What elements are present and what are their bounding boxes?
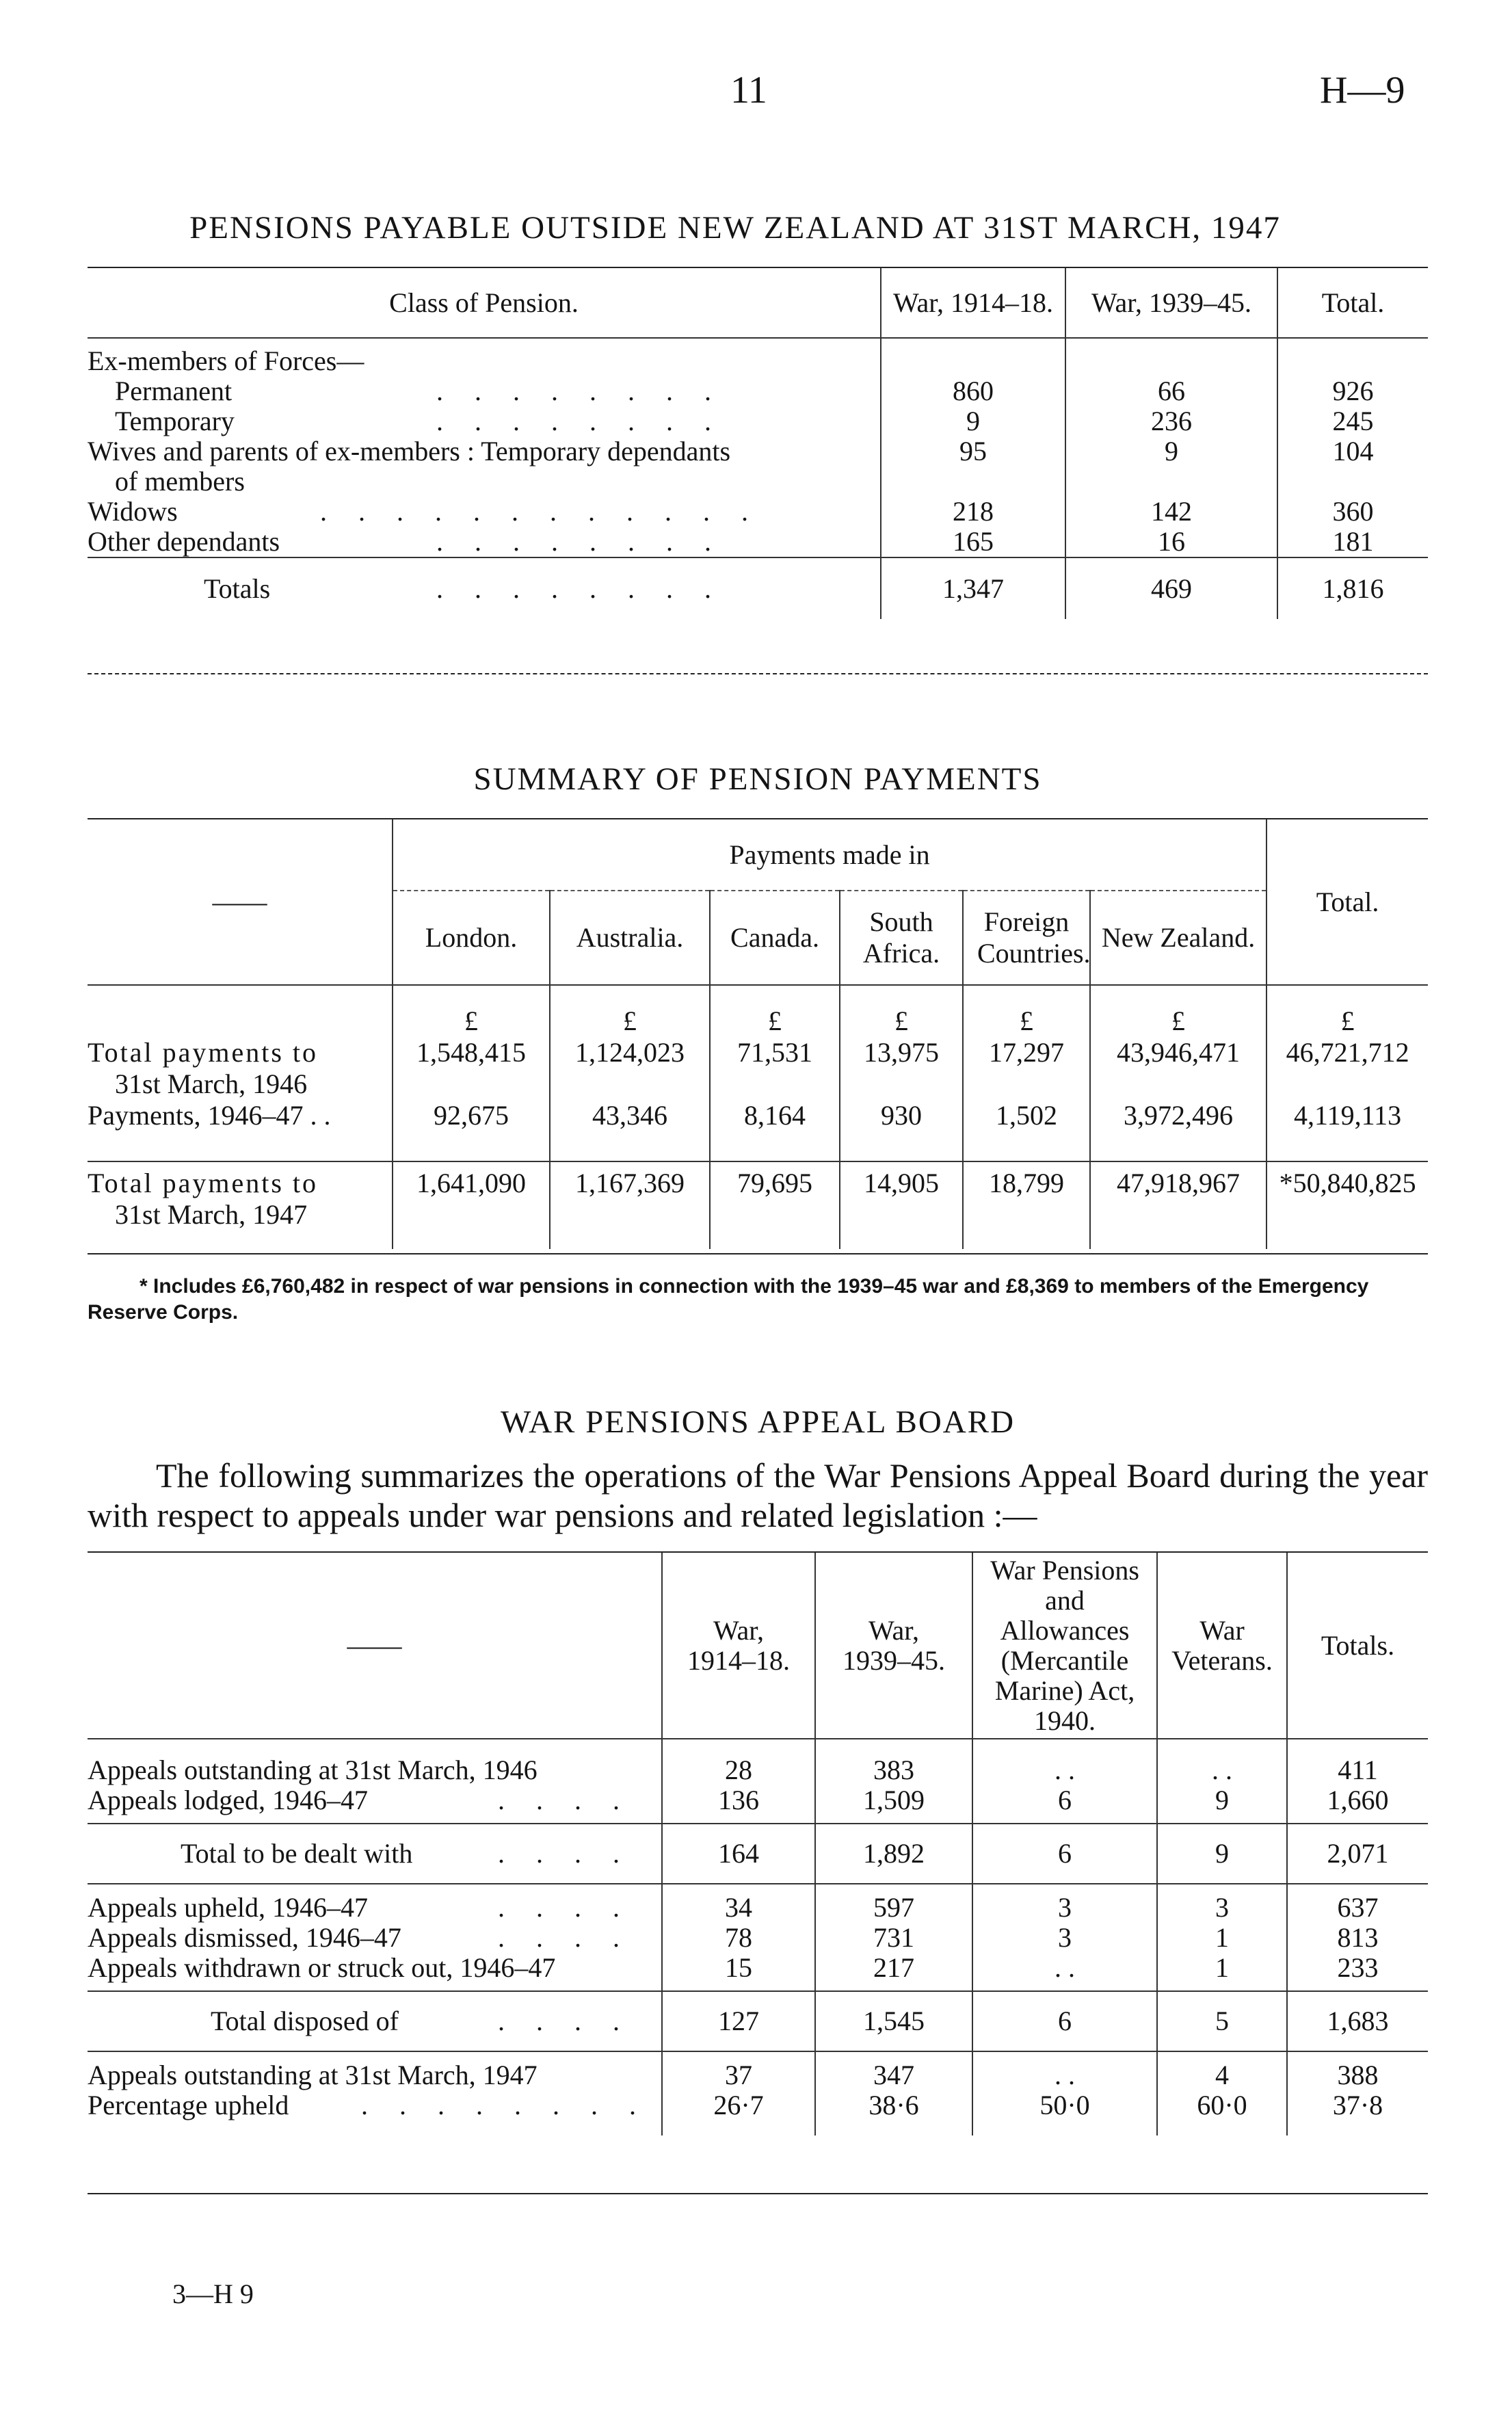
cell: 383 xyxy=(815,1755,972,1785)
col-war-veterans: War Veterans. xyxy=(1157,1553,1287,1739)
cell: 71,531 xyxy=(710,1037,840,1100)
table-row: Other dependants . . . . . . . . 165 16 181 xyxy=(88,527,1428,557)
cell: 164 xyxy=(662,1824,815,1884)
cell: 860 xyxy=(881,376,1065,406)
table-row xyxy=(88,2051,1428,2090)
row-label: Appeals outstanding at 31st March, 1947 xyxy=(88,2051,662,2090)
table-row: Appeals lodged, 1946–47 . . . . 136 1,509 6 9 1,660 xyxy=(88,1785,1428,1824)
cell: 28 xyxy=(662,1755,815,1785)
row-label: Appeals outstanding at 31st March, 1946 xyxy=(88,1755,538,1785)
row-label: Other dependants xyxy=(88,526,280,557)
col-foreign-countries: Foreign Countries. xyxy=(963,891,1090,985)
appeal-board-table xyxy=(88,1553,1428,2136)
cell: . . xyxy=(1157,1755,1287,1785)
cell: 347 xyxy=(815,2051,972,2090)
col-war-1914-18: War, 1914–18. xyxy=(881,268,1065,338)
table2-title: SUMMARY OF PENSION PAYMENTS xyxy=(473,761,1042,797)
cell: 1 xyxy=(1157,1923,1287,1953)
table-row xyxy=(88,1037,1428,1100)
cell: 136 xyxy=(662,1785,815,1824)
footnote: * Includes £6,760,482 in respect of war pensions in connection with the 1939–45 war and £8,369 to members of the Emergency Reserve Corps. xyxy=(88,1275,1369,1324)
cell: 165 xyxy=(881,527,1065,557)
cell: 1,167,369 xyxy=(550,1161,710,1249)
cell: 1,816 xyxy=(1277,557,1428,619)
currency-symbol: £ xyxy=(710,985,840,1037)
row-label: Wives and parents of ex-members : Temporary dependants xyxy=(88,436,731,466)
cell: 9 xyxy=(881,406,1065,436)
cell: 46,721,712 xyxy=(1266,1037,1428,1100)
cell: 9 xyxy=(1065,436,1277,497)
cell: 60·0 xyxy=(1157,2090,1287,2136)
col-war-1939-45: War, 1939–45. xyxy=(815,1553,972,1739)
cell: 9 xyxy=(1157,1785,1287,1824)
table1-title: PENSIONS PAYABLE OUTSIDE NEW ZEALAND AT 31ST MARCH, 1947 xyxy=(189,210,1281,246)
col-war-1914-18: War, 1914–18. xyxy=(662,1553,815,1739)
row-label-cont: 31st March, 1946 xyxy=(115,1068,308,1099)
row-label: Appeals dismissed, 1946–47 xyxy=(88,1922,401,1953)
cell: 43,346 xyxy=(550,1100,710,1161)
cell: 1,548,415 xyxy=(393,1037,550,1100)
cell: 388 xyxy=(1287,2051,1428,2090)
cell: 1,124,023 xyxy=(550,1037,710,1100)
cell: 2,071 xyxy=(1287,1824,1428,1884)
cell: 6 xyxy=(972,1824,1157,1884)
col-new-zealand: New Zealand. xyxy=(1090,891,1266,985)
col-mercantile-marine: War Pensions and Allowances (Mercantile Marine) Act, 1940. xyxy=(972,1553,1157,1739)
cell: 18,799 xyxy=(963,1161,1090,1249)
cell: 17,297 xyxy=(963,1037,1090,1100)
cell: 930 xyxy=(840,1100,963,1161)
col-war-1939-45: War, 1939–45. xyxy=(1065,268,1277,338)
cell: 16 xyxy=(1065,527,1277,557)
cell: 1,545 xyxy=(815,1991,972,2051)
group-label: Ex-members of Forces— xyxy=(88,338,881,376)
cell: 142 xyxy=(1065,497,1277,527)
row-label: Total to be dealt with xyxy=(181,1838,413,1869)
cell: *50,840,825 xyxy=(1266,1161,1428,1249)
page-number: 11 xyxy=(730,69,767,111)
col-total: Total. xyxy=(1266,819,1428,985)
cell: 813 xyxy=(1287,1923,1428,1953)
pension-payments-summary-table xyxy=(88,819,1428,1249)
col-london: London. xyxy=(393,891,550,985)
cell: . . xyxy=(972,1755,1157,1785)
cell: 104 xyxy=(1277,436,1428,497)
footer-reference: 3—H 9 xyxy=(172,2278,254,2309)
cell: 13,975 xyxy=(840,1037,963,1100)
document-reference: H—9 xyxy=(1320,69,1405,111)
cell: 26·7 xyxy=(662,2090,815,2136)
cell: 597 xyxy=(815,1884,972,1923)
cell: . . xyxy=(972,2051,1157,2090)
table-row: Total disposed of . . . . 127 1,545 6 5 1,683 xyxy=(88,1991,1428,2051)
cell: 37 xyxy=(662,2051,815,2090)
cell: 1,683 xyxy=(1287,1991,1428,2051)
cell: 1,502 xyxy=(963,1100,1090,1161)
table-row: Appeals dismissed, 1946–47 . . . . 78 731 3 1 813 xyxy=(88,1923,1428,1953)
blank-header: —— xyxy=(347,1629,402,1661)
cell: 411 xyxy=(1287,1755,1428,1785)
cell: 37·8 xyxy=(1287,2090,1428,2136)
cell: 1,892 xyxy=(815,1824,972,1884)
cell: 926 xyxy=(1277,376,1428,406)
row-label: Payments, 1946–47 . . xyxy=(88,1100,331,1131)
table-row xyxy=(88,1755,1428,1785)
cell: 3 xyxy=(972,1884,1157,1923)
currency-symbol: £ xyxy=(840,985,963,1037)
cell: 50·0 xyxy=(972,2090,1157,2136)
cell: 637 xyxy=(1287,1884,1428,1923)
cell: 4 xyxy=(1157,2051,1287,2090)
cell: 245 xyxy=(1277,406,1428,436)
table-row xyxy=(88,1100,1428,1161)
cell: 6 xyxy=(972,1785,1157,1824)
cell: 1,347 xyxy=(881,557,1065,619)
cell: 38·6 xyxy=(815,2090,972,2136)
cell: 14,905 xyxy=(840,1161,963,1249)
row-label: Percentage upheld xyxy=(88,2090,289,2120)
cell: 731 xyxy=(815,1923,972,1953)
col-australia: Australia. xyxy=(550,891,710,985)
cell: 34 xyxy=(662,1884,815,1923)
cell: 217 xyxy=(815,1953,972,1991)
col-south-africa: South Africa. xyxy=(840,891,963,985)
totals-row: Totals . . . . . . . . 1,347 469 1,816 xyxy=(88,557,1428,619)
cell: 6 xyxy=(972,1991,1157,2051)
cell: 127 xyxy=(662,1991,815,2051)
cell: 78 xyxy=(662,1923,815,1953)
cell: 1,641,090 xyxy=(393,1161,550,1249)
cell: 8,164 xyxy=(710,1100,840,1161)
col-canada: Canada. xyxy=(710,891,840,985)
table-row: Widows . . . . . . . . . . . . 218 142 360 xyxy=(88,497,1428,527)
row-label: Appeals withdrawn or struck out, 1946–47 xyxy=(88,1952,556,1983)
blank-header: —— xyxy=(212,886,267,917)
table3-title: WAR PENSIONS APPEAL BOARD xyxy=(500,1404,1016,1440)
table-row: Temporary . . . . . . . . 9 236 245 xyxy=(88,406,1428,436)
cell: 66 xyxy=(1065,376,1277,406)
currency-symbol: £ xyxy=(1266,985,1428,1037)
cell: 92,675 xyxy=(393,1100,550,1161)
cell: 360 xyxy=(1277,497,1428,527)
table-row: Total to be dealt with . . . . 164 1,892 6 9 2,071 xyxy=(88,1824,1428,1884)
currency-symbol: £ xyxy=(550,985,710,1037)
table-row xyxy=(88,1161,1428,1249)
cell: 1,509 xyxy=(815,1785,972,1824)
cell: 236 xyxy=(1065,406,1277,436)
cell: 1,660 xyxy=(1287,1785,1428,1824)
cell: 47,918,967 xyxy=(1090,1161,1266,1249)
row-label: Appeals lodged, 1946–47 xyxy=(88,1785,368,1815)
cell: 218 xyxy=(881,497,1065,527)
cell: 1 xyxy=(1157,1953,1287,1991)
table-row xyxy=(88,1953,1428,1991)
table-row xyxy=(88,436,1428,497)
col-class-of-pension: Class of Pension. xyxy=(389,287,579,318)
table-row: Percentage upheld . . . . . . . . 26·7 38·6 50·0 60·0 37·8 xyxy=(88,2090,1428,2136)
pensions-outside-nz-table xyxy=(88,268,1428,619)
cell: 5 xyxy=(1157,1991,1287,2051)
row-label-cont: 31st March, 1947 xyxy=(115,1199,308,1230)
cell: 9 xyxy=(1157,1824,1287,1884)
intro-paragraph: The following summarizes the operations of the War Pensions Appeal Board during the year with respect to appeals under war pensions and related legislation :— xyxy=(88,1456,1428,1534)
row-label: Permanent xyxy=(115,376,233,406)
row-label: Total payments to xyxy=(88,1168,319,1198)
currency-symbol: £ xyxy=(963,985,1090,1037)
cell: 3,972,496 xyxy=(1090,1100,1266,1161)
cell: 79,695 xyxy=(710,1161,840,1249)
cell: 469 xyxy=(1065,557,1277,619)
col-total: Total. xyxy=(1277,268,1428,338)
cell: 3 xyxy=(972,1923,1157,1953)
totals-label: Totals xyxy=(204,573,271,604)
row-label-cont: of members xyxy=(115,466,245,497)
row-label: Total disposed of xyxy=(211,2006,399,2036)
cell: 43,946,471 xyxy=(1090,1037,1266,1100)
col-totals: Totals. xyxy=(1287,1553,1428,1739)
cell: 4,119,113 xyxy=(1266,1100,1428,1161)
group-header-payments-made-in: Payments made in xyxy=(393,819,1266,891)
cell: . . xyxy=(972,1953,1157,1991)
table-row: Appeals upheld, 1946–47 . . . . 34 597 3 3 637 xyxy=(88,1884,1428,1923)
cell: 233 xyxy=(1287,1953,1428,1991)
row-label: Total payments to xyxy=(88,1037,319,1068)
currency-symbol: £ xyxy=(1090,985,1266,1037)
cell: 3 xyxy=(1157,1884,1287,1923)
cell: 15 xyxy=(662,1953,815,1991)
table-row: Permanent . . . . . . . . 860 66 926 xyxy=(88,376,1428,406)
cell: 181 xyxy=(1277,527,1428,557)
row-label: Appeals upheld, 1946–47 xyxy=(88,1892,368,1923)
row-label: Temporary xyxy=(115,406,235,436)
row-label: Widows xyxy=(88,496,178,527)
currency-symbol: £ xyxy=(393,985,550,1037)
cell: 95 xyxy=(881,436,1065,497)
